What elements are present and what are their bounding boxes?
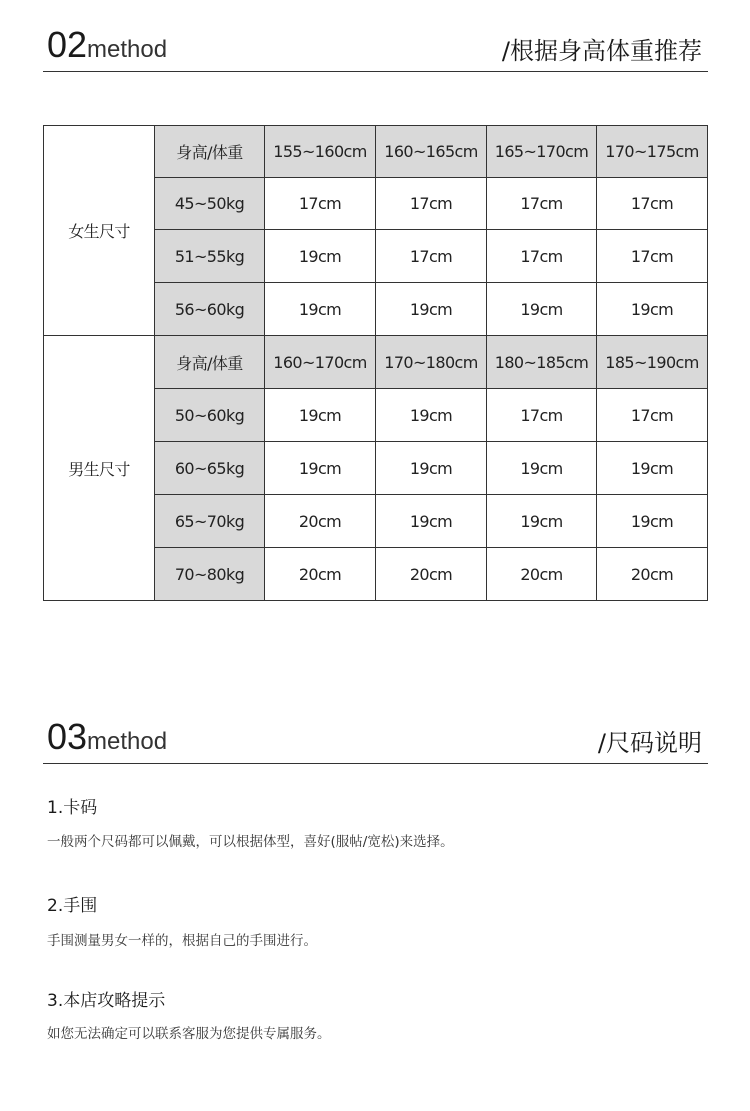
section-03-header [43,716,708,764]
weight-cell: 60~65kg [155,442,265,495]
note-text-shop-tip: 如您无法确定可以联系客服为您提供专属服务。 [47,1026,331,1042]
size-cell: 19cm [597,283,708,336]
weight-cell: 65~70kg [155,495,265,548]
size-cell: 19cm [376,389,487,442]
female-group-label: 女生尺寸 [44,126,155,336]
size-cell: 19cm [265,283,376,336]
weight-cell: 56~60kg [155,283,265,336]
female-header-cell: 165~170cm [487,126,597,178]
size-cell: 17cm [597,230,708,283]
weight-cell: 45~50kg [155,178,265,230]
size-cell: 19cm [376,283,487,336]
size-cell: 19cm [487,495,597,548]
male-header-cell: 185~190cm [597,336,708,389]
size-cell: 20cm [597,548,708,601]
size-cell: 17cm [597,178,708,230]
note-text-wrist: 手围测量男女一样的，根据自己的手围进行。 [47,933,317,949]
note-text-card-size: 一般两个尺码都可以佩戴，可以根据体型，喜好(服帖/宽松)来选择。 [47,834,454,850]
section-02-method-word: method [87,36,168,63]
section-02-number: 02method [47,24,168,65]
size-cell: 19cm [265,230,376,283]
female-header-cell: 155~160cm [265,126,376,178]
note-heading-card-size: 1.卡码 [47,798,98,818]
male-header-cell: 身高/体重 [155,336,265,389]
size-cell: 17cm [597,389,708,442]
section-02-header [43,24,708,72]
size-cell: 19cm [376,495,487,548]
size-cell: 17cm [487,230,597,283]
size-cell: 19cm [487,283,597,336]
size-cell: 19cm [265,442,376,495]
size-cell: 17cm [376,178,487,230]
size-cell: 19cm [265,389,376,442]
male-group-label: 男生尺寸 [44,336,155,601]
size-cell: 20cm [487,548,597,601]
section-03-title: /尺码说明 [597,729,702,757]
size-cell: 17cm [376,230,487,283]
female-header-cell: 170~175cm [597,126,708,178]
size-cell: 17cm [487,178,597,230]
male-header-row [44,336,708,389]
male-header-cell: 180~185cm [487,336,597,389]
section-02-title: /根据身高体重推荐 [501,37,702,65]
size-cell: 17cm [487,389,597,442]
section-03-number: 03method [47,716,168,757]
size-cell: 17cm [265,178,376,230]
note-heading-wrist: 2.手围 [47,896,98,916]
weight-cell: 70~80kg [155,548,265,601]
size-cell: 19cm [597,442,708,495]
size-recommendation-table [43,125,708,601]
male-header-cell: 160~170cm [265,336,376,389]
size-cell: 20cm [376,548,487,601]
size-cell: 19cm [487,442,597,495]
male-header-cell: 170~180cm [376,336,487,389]
note-heading-shop-tip: 3.本店攻略提示 [47,991,166,1011]
weight-cell: 50~60kg [155,389,265,442]
female-header-cell: 160~165cm [376,126,487,178]
female-header-row [44,126,708,178]
female-header-cell: 身高/体重 [155,126,265,178]
weight-cell: 51~55kg [155,230,265,283]
section-03-method-word: method [87,728,168,755]
size-cell: 19cm [376,442,487,495]
size-cell: 20cm [265,495,376,548]
size-cell: 20cm [265,548,376,601]
size-cell: 19cm [597,495,708,548]
